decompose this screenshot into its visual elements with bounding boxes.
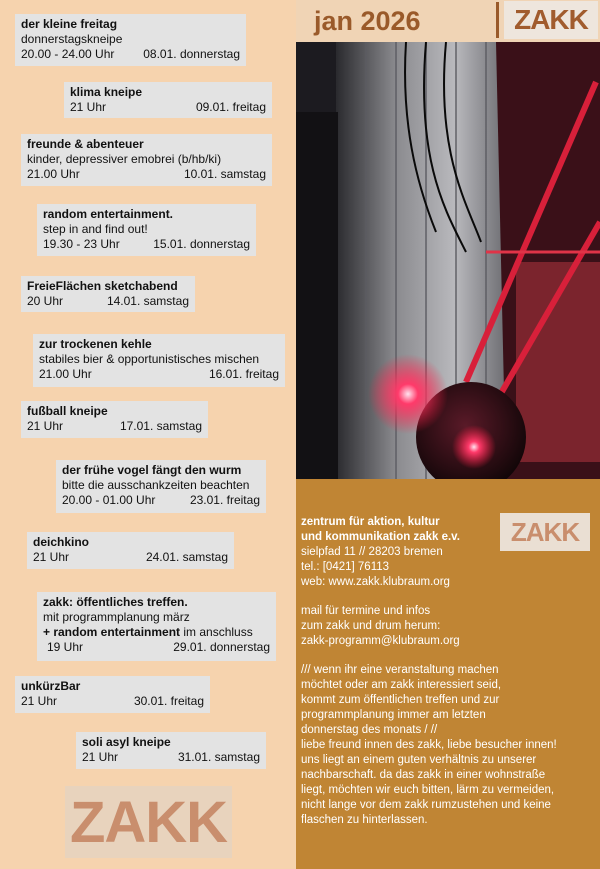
info-text-line: flaschen zu hinterlassen. [301, 814, 428, 826]
event-title: der kleine freitag [21, 17, 118, 31]
info-text-line: liegt, möchten wir euch bitten, lärm zu vermeiden, [301, 784, 555, 796]
info-text-line: nicht lange vor dem zakk rumzustehen und keine [301, 799, 551, 811]
event-date: 24.01. samstag [145, 550, 228, 564]
info-text-line: /// wenn ihr eine veranstaltung machen [301, 664, 499, 676]
event-time: 20 Uhr [27, 294, 64, 308]
event-card [76, 732, 266, 769]
header [296, 0, 600, 42]
mail-line-2: zum zakk und drum herum: [301, 620, 441, 632]
event-extra-bold: + random entertainment [43, 625, 181, 639]
address: sielpfad 11 // 28203 bremen [301, 546, 443, 558]
event-time: 21 Uhr [70, 100, 107, 114]
event-date: 15.01. donnerstag [153, 237, 250, 251]
zakk-stamp-logo [65, 786, 232, 858]
event-title: deichkino [33, 535, 90, 549]
event-time: 21 Uhr [82, 750, 119, 764]
info-text-line: uns liegt an einem guten verhältnis zu unserer [301, 754, 537, 766]
event-date: 10.01. samstag [183, 167, 266, 181]
telephone: tel.: [0421] 76113 [301, 561, 390, 573]
event-card [15, 14, 246, 66]
event-title: FreieFlächen sketchabend [27, 279, 178, 293]
event-card [56, 460, 266, 513]
event-card [21, 134, 272, 186]
event-date: 31.01. samstag [177, 750, 260, 764]
event-time: 21 Uhr [33, 550, 70, 564]
event-time: 19.30 - 23 Uhr [43, 237, 120, 251]
event-title: zur trockenen kehle [39, 337, 152, 351]
event-extra: im anschluss [180, 625, 253, 639]
mail-line-1: mail für termine und infos [301, 605, 431, 617]
event-date: 29.01. donnerstag [173, 640, 270, 654]
info-text-line: liebe freund innen des zakk, liebe besucher innen! [301, 739, 557, 751]
header-logo-text: ZAKK [514, 4, 588, 35]
info-logo-text: ZAKK [510, 516, 580, 547]
event-card [33, 334, 285, 387]
event-card [37, 592, 276, 661]
event-date: 30.01. freitag [133, 694, 204, 708]
event-title: klima kneipe [70, 85, 143, 99]
event-title: unkürzBar [21, 679, 81, 693]
event-time: 21.00 Uhr [27, 167, 80, 181]
event-subtitle: kinder, depressiver emobrei (b/hb/ki) [27, 152, 222, 166]
month-title: jan 2026 [314, 6, 421, 36]
event-title: fußball kneipe [27, 404, 108, 418]
event-time: 20.00 - 24.00 Uhr [21, 47, 115, 61]
venue-photo [296, 42, 600, 479]
event-card [15, 676, 210, 713]
event-date: 14.01. samstag [106, 294, 189, 308]
info-text-line: donnerstag des monats / // [301, 724, 438, 736]
event-time: 21.00 Uhr [39, 367, 92, 381]
event-subtitle: step in and find out! [43, 222, 148, 236]
info-text-line: möchtet oder am zakk interessiert seid, [301, 679, 502, 691]
event-title: der frühe vogel fängt den wurm [62, 463, 242, 477]
org-line-1: zentrum für aktion, kultur [301, 516, 440, 528]
event-title: freunde & abenteuer [27, 137, 144, 151]
event-card [37, 204, 256, 256]
event-date: 16.01. freitag [208, 367, 279, 381]
stamp-logo-text: ZAKK [69, 789, 228, 855]
event-time: 21 Uhr [27, 419, 64, 433]
event-subtitle: bitte die ausschankzeiten beachten [62, 478, 250, 492]
event-title: zakk: öffentliches treffen. [43, 595, 188, 609]
event-subtitle: donnerstagskneipe [21, 32, 123, 46]
event-time: 21 Uhr [21, 694, 58, 708]
org-line-2: und kommunikation zakk e.v. [301, 531, 460, 543]
event-card [21, 276, 195, 312]
info-text-line: kommt zum öffentlichen treffen und zur [301, 694, 500, 706]
venue-photo-image [296, 42, 600, 479]
info-text [301, 515, 596, 828]
event-date: 08.01. donnerstag [143, 47, 240, 61]
event-subtitle: stabiles bier & opportunistisches mischen [39, 352, 260, 366]
info-text-line: nachbarschaft. da das zakk in einer wohnstraße [301, 769, 546, 781]
header-logo [504, 1, 598, 39]
event-date: 09.01. freitag [195, 100, 266, 114]
event-subtitle: mit programmplanung märz [43, 610, 190, 624]
mail-address: zakk-programm@klubraum.org [301, 635, 460, 647]
event-card [21, 401, 208, 438]
event-title: random entertainment. [43, 207, 174, 221]
info-text-line: programmplanung immer am letzten [301, 709, 486, 721]
event-date: 17.01. samstag [119, 419, 202, 433]
event-date: 23.01. freitag [189, 493, 260, 507]
event-time: 20.00 - 01.00 Uhr [62, 493, 156, 507]
event-card [64, 82, 272, 118]
event-title: soli asyl kneipe [82, 735, 171, 749]
event-time: 19 Uhr [47, 640, 84, 654]
website: web: www.zakk.klubraum.org [301, 576, 450, 588]
event-card [27, 532, 234, 569]
header-divider [496, 2, 499, 38]
